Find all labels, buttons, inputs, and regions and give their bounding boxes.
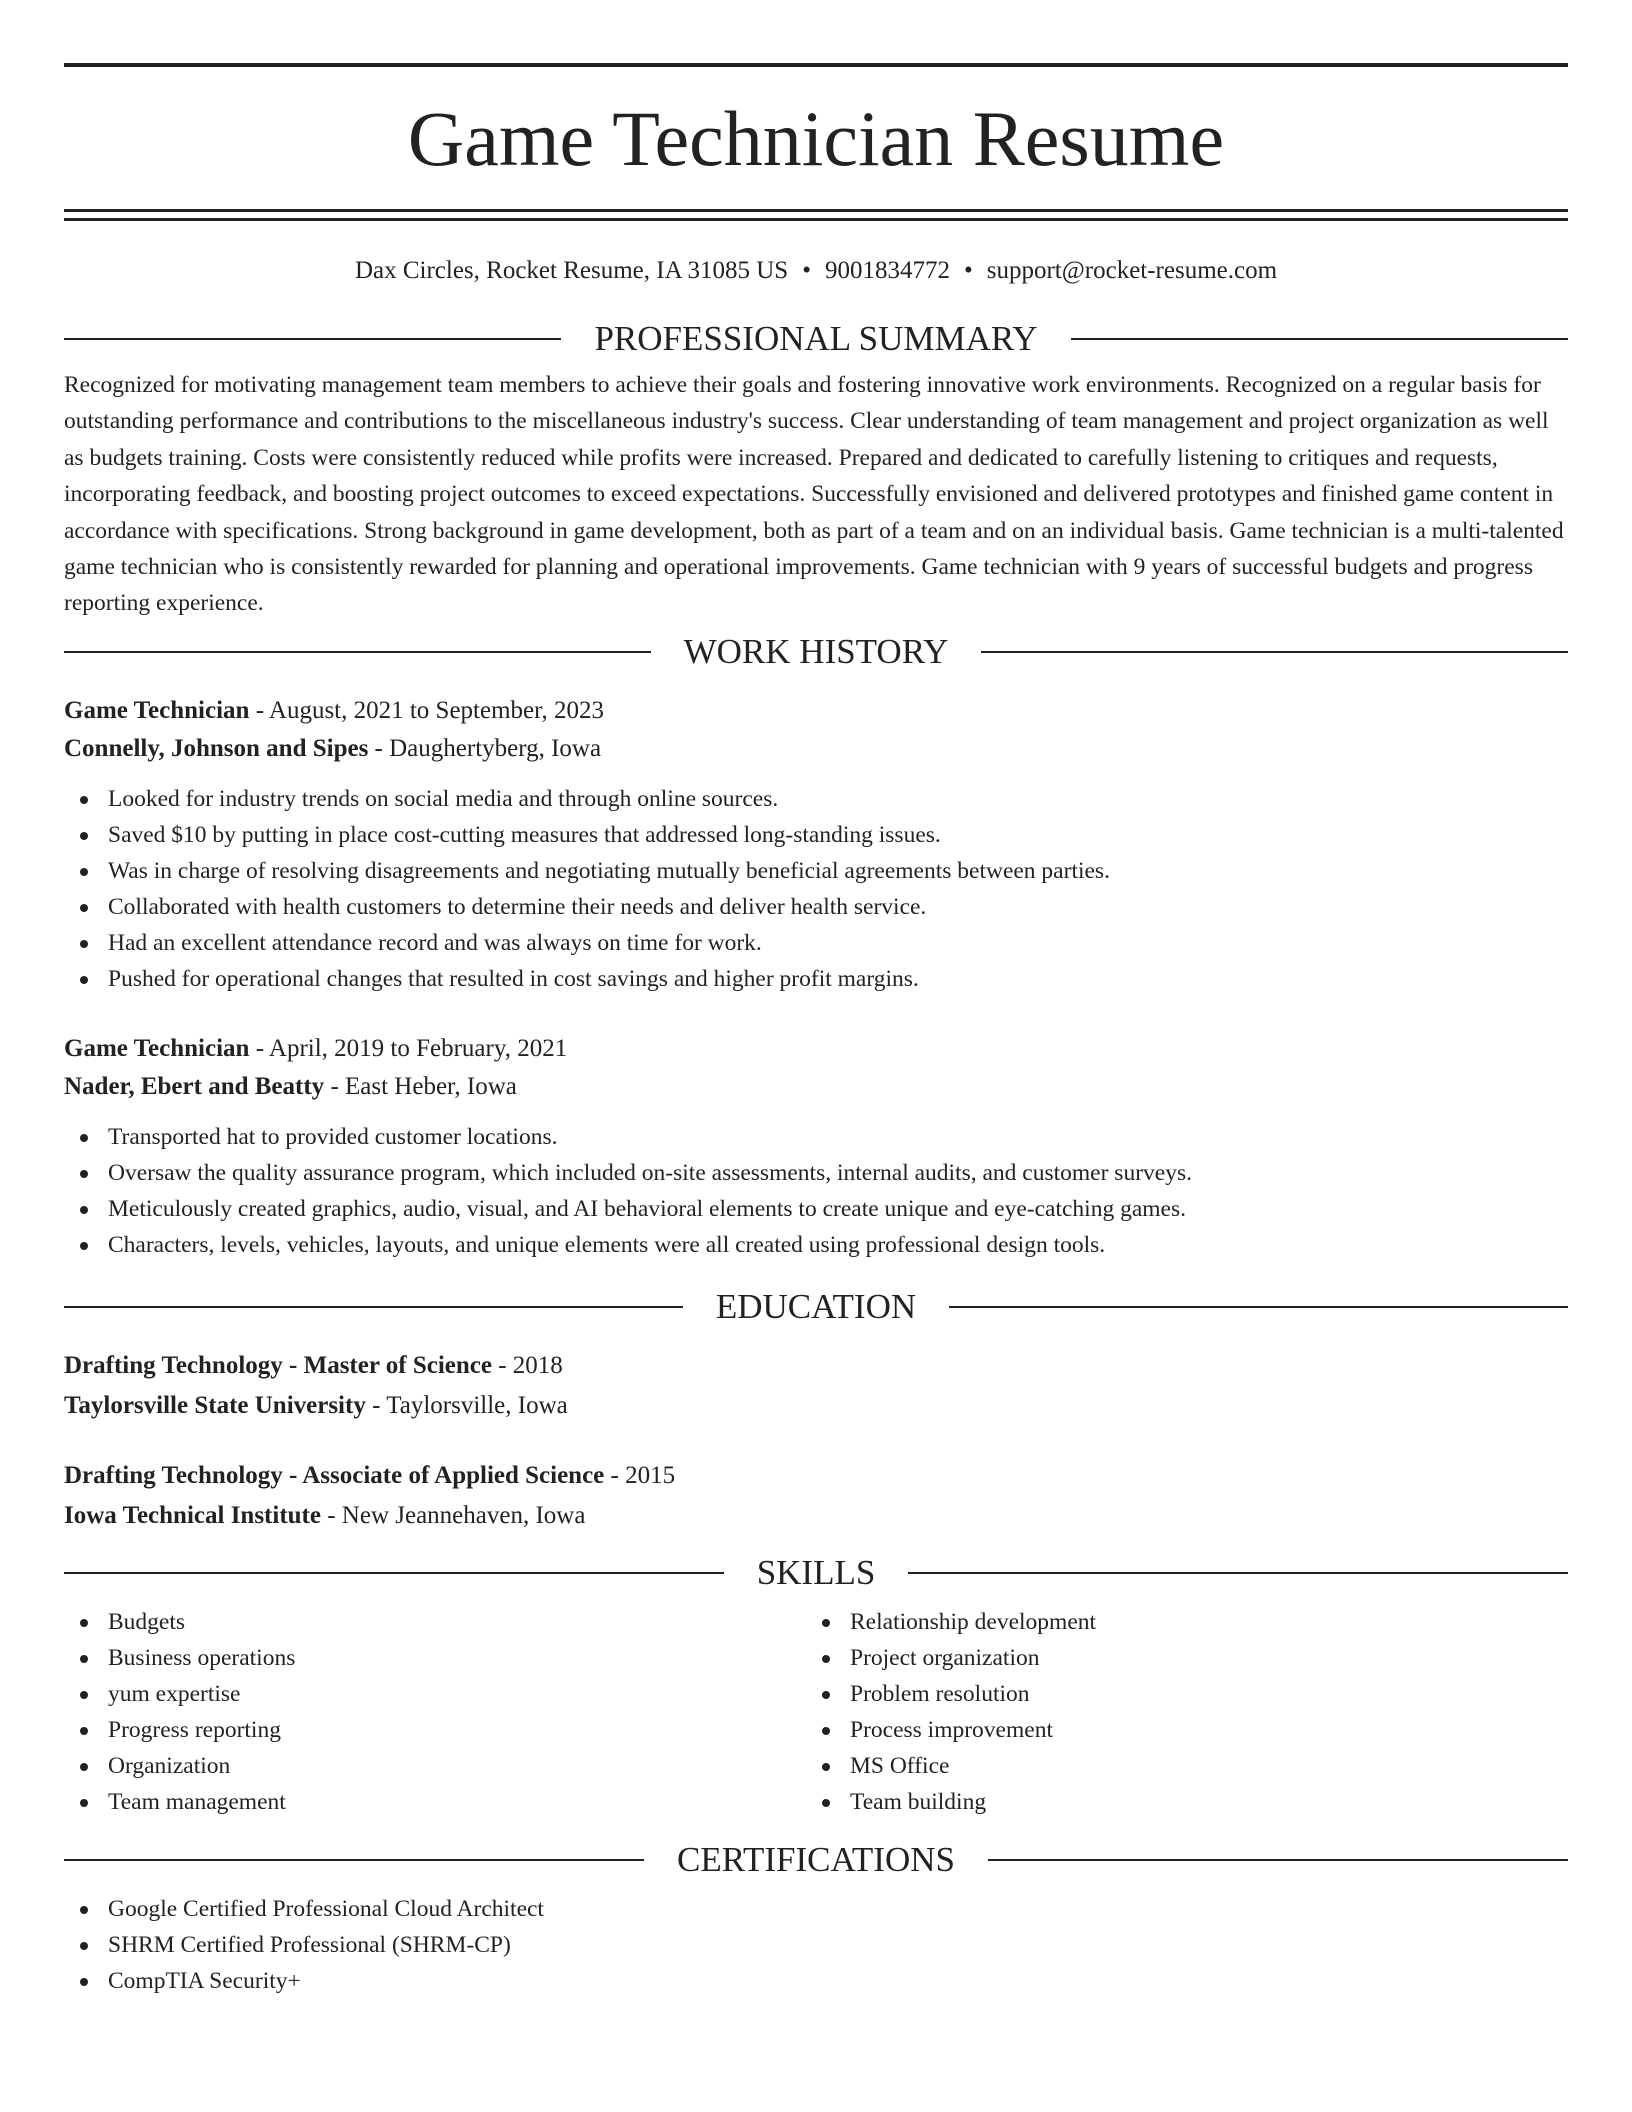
divider-line <box>1071 338 1568 340</box>
list-item: yum expertise <box>64 1676 806 1712</box>
section-title: PROFESSIONAL SUMMARY <box>594 319 1038 358</box>
list-item: Team building <box>806 1784 1548 1820</box>
education-entry <box>64 1457 1568 1535</box>
job-title-line <box>64 692 1568 730</box>
section-title: WORK HISTORY <box>683 631 949 671</box>
job-company-line <box>64 730 1568 768</box>
divider-line <box>949 1306 1568 1308</box>
certifications-list <box>64 1891 1568 1999</box>
job-dates: - April, 2019 to February, 2021 <box>255 1034 568 1062</box>
job-title: Game Technician <box>64 1034 250 1062</box>
degree: Drafting Technology - Master of Science <box>64 1351 492 1379</box>
divider-line <box>64 1306 683 1308</box>
degree-year: - 2015 <box>610 1461 676 1489</box>
divider-line <box>64 1859 644 1861</box>
degree: Drafting Technology - Associate of Applied Science <box>64 1461 605 1489</box>
section-header-summary <box>64 319 1568 359</box>
list-item: Was in charge of resolving disagreements and negotiating mutually beneficial agreements between parties. <box>64 853 1568 889</box>
section-header-education <box>64 1287 1568 1327</box>
job-dates: - August, 2021 to September, 2023 <box>255 696 604 724</box>
job-title-line <box>64 1030 1568 1068</box>
job-title: Game Technician <box>64 696 250 724</box>
contact-separator: • <box>963 257 973 284</box>
section-title: SKILLS <box>756 1552 876 1592</box>
list-item: Meticulously created graphics, audio, visual, and AI behavioral elements to create unique and eye-catching games. <box>64 1191 1568 1227</box>
list-item: Problem resolution <box>806 1676 1548 1712</box>
divider-line <box>988 1859 1568 1861</box>
contact-line <box>64 255 1568 287</box>
school: Iowa Technical Institute <box>64 1501 321 1529</box>
school-line <box>64 1497 1568 1535</box>
list-item: Looked for industry trends on social media and through online sources. <box>64 781 1568 817</box>
list-item: Transported hat to provided customer locations. <box>64 1119 1568 1155</box>
school-location: - Taylorsville, Iowa <box>372 1391 568 1419</box>
job-entry <box>64 1030 1568 1263</box>
list-item: Team management <box>64 1784 806 1820</box>
resume-page <box>64 63 1568 1999</box>
school-location: - New Jeannehaven, Iowa <box>327 1501 586 1529</box>
divider-line <box>981 651 1568 653</box>
section-title: CERTIFICATIONS <box>677 1839 955 1879</box>
list-item: Saved $10 by putting in place cost-cutting measures that addressed long-standing issues. <box>64 817 1568 853</box>
job-location: - East Heber, Iowa <box>330 1072 517 1100</box>
contact-phone: 9001834772 <box>824 257 950 284</box>
list-item: Google Certified Professional Cloud Architect <box>64 1891 1568 1927</box>
degree-year: - 2018 <box>498 1351 563 1379</box>
job-entry <box>64 692 1568 997</box>
degree-line <box>64 1457 1568 1495</box>
list-item: Pushed for operational changes that resulted in cost savings and higher profit margins. <box>64 961 1568 997</box>
school-line <box>64 1387 1568 1425</box>
list-item: MS Office <box>806 1748 1548 1784</box>
list-item: Business operations <box>64 1640 806 1676</box>
job-company: Nader, Ebert and Beatty <box>64 1072 325 1100</box>
school: Taylorsville State University <box>64 1391 366 1419</box>
divider-line <box>64 1572 724 1574</box>
job-location: - Daughertyberg, Iowa <box>374 734 602 762</box>
list-item: Progress reporting <box>64 1712 806 1748</box>
title-rule-upper <box>64 209 1568 212</box>
job-company-line <box>64 1068 1568 1106</box>
skills-right-column <box>806 1604 1548 1820</box>
list-item: Had an excellent attendance record and was always on time for work. <box>64 925 1568 961</box>
list-item: Relationship development <box>806 1604 1548 1640</box>
section-header-skills <box>64 1553 1568 1593</box>
list-item: Organization <box>64 1748 806 1784</box>
list-item: Process improvement <box>806 1712 1548 1748</box>
contact-email: support@rocket-resume.com <box>986 257 1278 284</box>
job-bullets <box>64 1119 1568 1263</box>
list-item: Collaborated with health customers to determine their needs and deliver health service. <box>64 889 1568 925</box>
section-title: EDUCATION <box>715 1286 917 1326</box>
job-bullets <box>64 781 1568 997</box>
list-item: Project organization <box>806 1640 1548 1676</box>
top-rule <box>64 63 1568 67</box>
section-header-work <box>64 632 1568 672</box>
section-header-certifications <box>64 1840 1568 1880</box>
skills-grid <box>64 1604 1568 1820</box>
divider-line <box>64 338 561 340</box>
summary-text: Recognized for motivating management team members to achieve their goals and fostering innovative work environments. Recognized on a regular basis for outstanding performance and contributions to the miscellaneous industry's success. Clear understanding of team management and project organization as well as budgets training. Costs were consistently reduced while profits were increased. Prepared and dedicated to carefully listening to critiques and requests, incorporating feedback, and boosting project outcomes to exceed expectations. Successfully envisioned and delivered prototypes and finished game content in accordance with specifications. Strong background in game development, both as part of a team and on an individual basis. Game technician is a multi-talented game technician who is consistently rewarded for planning and operational improvements. Game technician with 9 years of successful budgets and progress reporting experience. <box>64 372 1564 617</box>
list-item: Oversaw the quality assurance program, which included on-site assessments, internal audits, and customer surveys. <box>64 1155 1568 1191</box>
divider-line <box>64 651 651 653</box>
contact-separator: • <box>802 257 811 284</box>
education-entry <box>64 1347 1568 1425</box>
resume-title: Game Technician Resume <box>407 95 1225 182</box>
title-rule-lower <box>64 218 1568 221</box>
list-item: SHRM Certified Professional (SHRM-CP) <box>64 1927 1568 1963</box>
job-company: Connelly, Johnson and Sipes <box>64 734 369 762</box>
contact-address: Dax Circles, Rocket Resume, IA 31085 US <box>354 257 789 284</box>
list-item: Characters, levels, vehicles, layouts, and unique elements were all created using professional design tools. <box>64 1227 1568 1263</box>
list-item: CompTIA Security+ <box>64 1963 1568 1999</box>
divider-line <box>908 1572 1568 1574</box>
skills-left-column <box>64 1604 806 1820</box>
list-item: Budgets <box>64 1604 806 1640</box>
degree-line <box>64 1347 1568 1385</box>
